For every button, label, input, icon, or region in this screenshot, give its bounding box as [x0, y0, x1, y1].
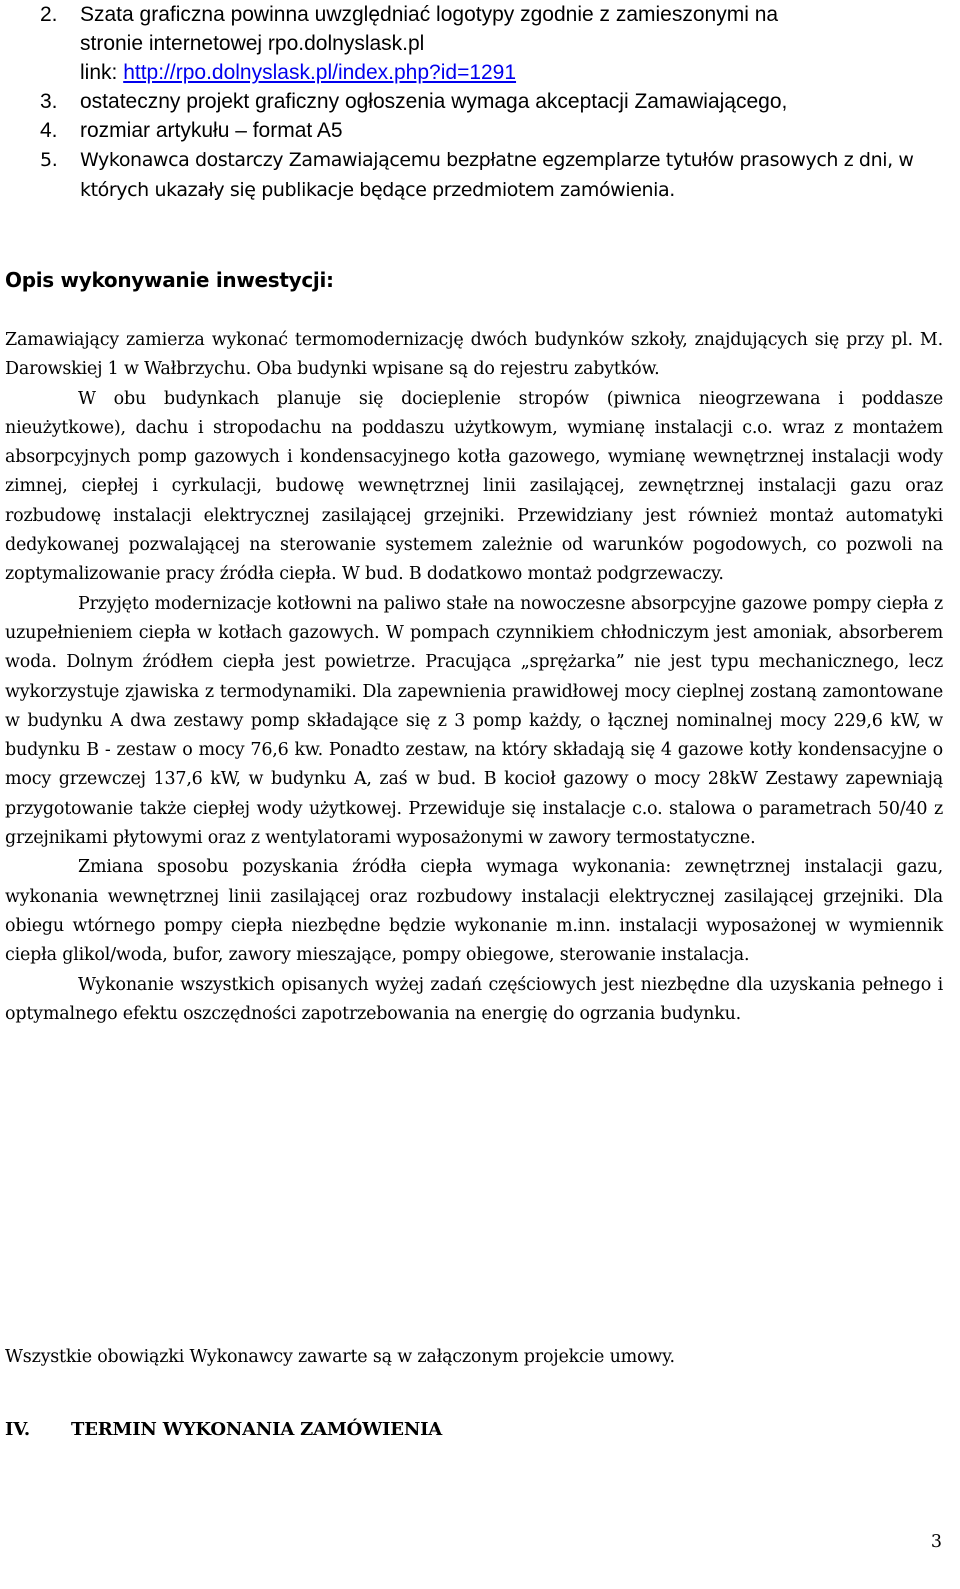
paragraph: Zmiana sposobu pozyskania źródła ciepła wymaga wykonania: zewnętrznej instalacji gazu, wykonania wewnętrznej linii zasilającej oraz rozbudowy instalacji elektrycznej zasilającej grzejniki. Dla obiegu wtórnego pompy ciepła niezbędne będzie wykonanie m.inn. instalacji wyposażonej w wymiennik ciepła glikol/woda, bufor, zawory mieszające, pompy obiegowe, sterowanie instalacja.	[5, 857, 943, 966]
section-numeral: IV.	[5, 1419, 30, 1440]
list-item-text: rozmiar artykułu – format A5	[80, 119, 343, 142]
link-line	[80, 58, 940, 87]
list-number: 5.	[40, 149, 58, 171]
list-item-4	[0, 116, 960, 145]
list-item-text-line-2: stronie internetowej rpo.dolnyslask.pl	[80, 32, 425, 55]
list-item-5	[0, 145, 960, 205]
list-item-text-line-1: Szata graficzna powinna uwzględniać logotypy zgodnie z zamieszonymi na	[80, 3, 779, 26]
section-heading: Opis wykonywanie inwestycji:	[5, 268, 334, 292]
body-text	[5, 326, 943, 1029]
list-number: 2.	[40, 3, 58, 26]
list-item-2	[0, 0, 960, 87]
list-item-text: ostateczny projekt graficzny ogłoszenia wymaga akceptacji Zamawiającego,	[80, 90, 788, 113]
list-item-text: Wykonawca dostarczy Zamawiającemu bezpłatne egzemplarze tytułów prasowych z dni, w których ukazały się publikacje będące przedmiotem zamówienia.	[80, 149, 914, 201]
link-label: link:	[80, 61, 124, 84]
numbered-list	[0, 0, 960, 205]
rpo-link[interactable]: http://rpo.dolnyslask.pl/index.php?id=1291	[123, 61, 517, 84]
paragraph: Przyjęto modernizacje kotłowni na paliwo stałe na nowoczesne absorpcyjne gazowe pompy ciepła z uzupełnieniem ciepła w kotłach gazowych. W pompach czynnikiem chłodniczym jest amoniak, absorberem woda. Dolnym źródłem ciepła jest powietrze. Pracująca „sprężarka” nie jest typu mechanicznego, lecz wykorzystuje zjawiska z termodynamiki. Dla zapewnienia prawidłowej mocy cieplnej zostaną zamontowane w budynku A dwa zestawy pomp składające się z 3 pomp każdy, o łącznej nominalnej mocy 229,6 kW, w budynku B - zestaw o mocy 76,6 kw. Ponadto zestaw, na który składają się 4 gazowe kotły kondensacyjne o mocy grzewczej 137,6 kW, w budynku A, zaś w bud. B kocioł gazowy o mocy 28kW Zestawy zapewniają przygotowanie także ciepłej wody użytkowej. Przewiduje się instalacje c.o. stalowa o parametrach 50/40 z grzejnikami płytowymi oraz z wentylatorami wyposażonymi w zawory termostatyczne.	[5, 593, 943, 849]
section-iv-heading	[5, 1419, 442, 1440]
section-title: TERMIN WYKONANIA ZAMÓWIENIA	[71, 1419, 443, 1440]
paragraph: Zamawiający zamierza wykonać termomodernizację dwóch budynków szkoły, znajdujących się przy pl. M. Darowskiej 1 w Wałbrzychu. Oba budynki wpisane są do rejestru zabytków.	[5, 330, 943, 380]
closing-text: Wszystkie obowiązki Wykonawcy zawarte są w załączonym projekcie umowy.	[5, 1347, 675, 1367]
list-item-3	[0, 87, 960, 116]
list-number: 4.	[40, 119, 58, 142]
list-number: 3.	[40, 90, 58, 113]
paragraph: Wykonanie wszystkich opisanych wyżej zadań częściowych jest niezbędne dla uzyskania pełnego i optymalnego efektu oszczędności zapotrzebowania na energię do ogrzania budynku.	[5, 974, 943, 1024]
page-number: 3	[930, 1532, 942, 1552]
paragraph: W obu budynkach planuje się docieplenie stropów (piwnica nieogrzewana i poddasze nieużytkowe), dachu i stropodachu na poddaszu użytkowym, wymianę instalacji c.o. wraz z montażem absorpcyjnych pomp gazowych i kondensacyjnego kotła gazowego, wymianę wewnętrznej instalacji wody zimnej, ciepłej i cyrkulacji, budowę wewnętrznej linii zasilającej, zewnętrznej instalacji gazu oraz rozbudowę instalacji elektrycznej zasilającej grzejniki. Przewidziany jest również montaż automatyki dedykowanej pozwalającej na sterowanie systemem zależnie od warunków pogodowych, co pozwoli na zoptymalizowanie pracy źródła ciepła. W bud. B dodatkowo montaż podgrzewaczy.	[5, 388, 943, 585]
